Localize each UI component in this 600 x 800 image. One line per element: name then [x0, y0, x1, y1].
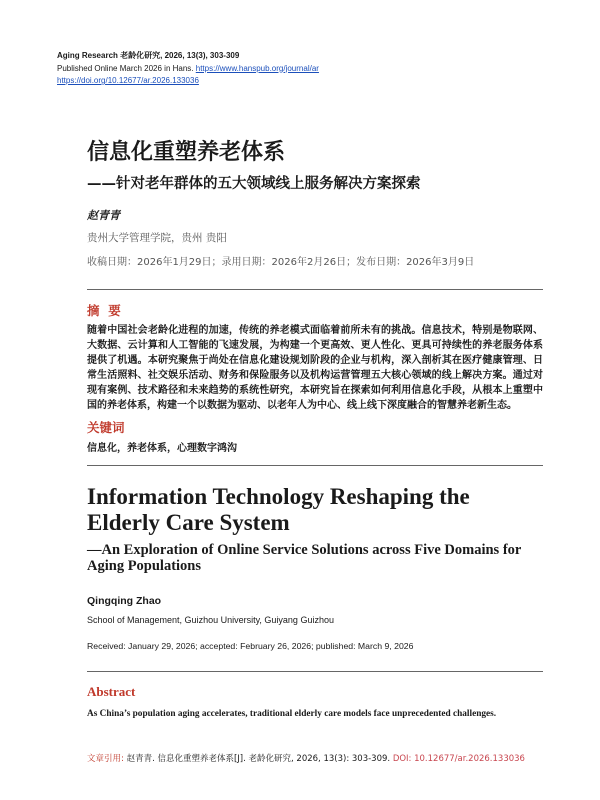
chinese-affiliation: 贵州大学管理学院，贵州 贵阳: [87, 232, 227, 244]
english-title-line: Information Technology Reshaping the: [87, 484, 470, 509]
doi-url-link[interactable]: https://doi.org/10.12677/ar.2026.133036: [57, 76, 199, 85]
english-title-line: Elderly Care System: [87, 510, 290, 535]
chinese-dates: 收稿日期：2026年1月29日；录用日期：2026年2月26日；发布日期：2026年3月9日: [87, 257, 475, 268]
english-subtitle-line: —An Exploration of Online Service Solutions across Five Domains for: [87, 541, 522, 558]
chinese-author: 赵青青: [87, 209, 120, 222]
section-divider: [87, 671, 543, 672]
citation-doi-link[interactable]: DOI: 10.12677/ar.2026.133036: [392, 754, 525, 764]
chinese-keywords-heading: 关键词: [87, 420, 125, 435]
chinese-abstract-heading: 摘 要: [87, 303, 121, 318]
english-author: Qingqing Zhao: [87, 595, 162, 607]
chinese-keywords: 信息化，养老体系，心理数字鸿沟: [87, 443, 237, 454]
journal-url-link[interactable]: https://www.hanspub.org/journal/ar: [195, 63, 319, 73]
section-divider: [87, 289, 543, 290]
english-subtitle: [87, 542, 521, 575]
english-title: [87, 484, 470, 536]
english-affiliation: School of Management, Guizhou University, Guiyang Guizhou: [87, 615, 334, 625]
citation-text: 赵青青. 信息化重塑养老体系[J]. 老龄化研究, 2026, 13(3): 303-309.: [126, 754, 393, 764]
doi-line: [57, 75, 319, 88]
publication-line: [57, 63, 319, 76]
chinese-title: 信息化重塑养老体系: [87, 140, 286, 165]
english-dates: Received: January 29, 2026; accepted: February 26, 2026; published: March 9, 2026: [87, 641, 414, 651]
citation-footer: [87, 753, 525, 765]
english-abstract-heading: Abstract: [87, 684, 136, 699]
journal-citation-line: Aging Research 老龄化研究, 2026, 13(3), 303-309: [57, 51, 240, 60]
citation-label: 文章引用:: [87, 754, 127, 764]
english-abstract-text: As China’s population aging accelerates, traditional elderly care models face unprecedented challenges.: [87, 709, 497, 719]
chinese-abstract-text: 随着中国社会老龄化进程的加速，传统的养老模式面临着前所未有的挑战。信息技术，特别是物联网、大数据、云计算和人工智能的飞速发展，为构建一个更高效、更人性化、更具可持续性的养老服务体系提供了机遇。本研究聚焦于尚处在信息化建设规划阶段的企业与机构，深入剖析其在医疗健康管理、日常生活照料、社交娱乐活动、财务和保险服务以及机构运营管理五大核心领域的线上解决方案。通过对现有案例、技术路径和未来趋势的系统性研究，本研究旨在探索如何利用信息化手段，从根本上重塑中国的养老体系，构建一个以数据为驱动、以老年人为中心、线上线下深度融合的智慧养老新生态。: [87, 324, 543, 411]
section-divider: [87, 465, 543, 466]
journal-header: [57, 50, 319, 88]
chinese-subtitle: ——针对老年群体的五大领域线上服务解决方案探索: [87, 176, 421, 192]
publication-text: Published Online March 2026 in Hans.: [57, 63, 196, 73]
english-subtitle-line: Aging Populations: [87, 558, 202, 574]
